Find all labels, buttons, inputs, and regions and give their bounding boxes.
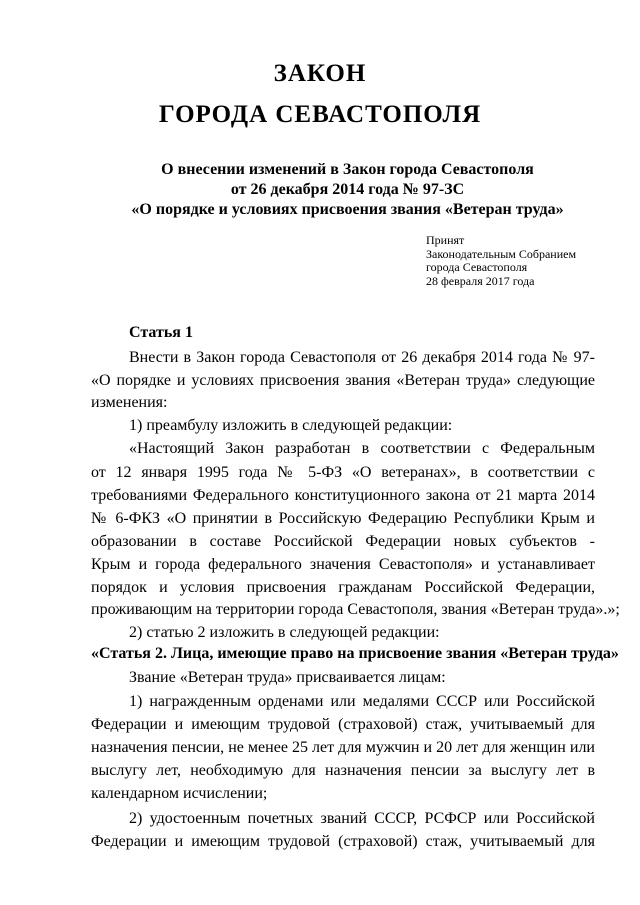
body-line: проживающим на территории города Севастополя, звания «Ветеран труда».»; <box>91 601 620 618</box>
subtitle-line: «О порядке и условиях присвоения звания «Ветеран труда» <box>131 201 564 218</box>
subtitle-line: от 26 декабря 2014 года № 97-ЗС <box>230 181 465 198</box>
adoption-block <box>426 234 576 288</box>
subtitle-line: О внесении изменений в Закон города Севастополя <box>161 161 534 178</box>
article2-heading: «Статья 2. Лица, имеющие право на присвоение звания «Ветеран труда» <box>91 645 619 662</box>
body-line: Звание «Ветеран труда» присваивается лицам: <box>129 669 446 686</box>
body-line: порядок и условия присвоения гражданам Российской Федерации, <box>91 579 595 596</box>
body-line: от 12 января 1995 года № 5-ФЗ «О ветеранах», в соответствии с <box>91 464 595 481</box>
law-city-title: ГОРОДА СЕВАСТОПОЛЯ <box>158 101 482 128</box>
body-line: «О порядке и условиях присвоения звания «Ветеран труда» следующие <box>91 372 595 389</box>
article-heading: Статья 1 <box>129 324 193 341</box>
body-line: 1) преамбулу изложить в следующей редакции: <box>129 417 453 434</box>
body-line: «Настоящий Закон разработан в соответствии с Федеральным <box>129 440 595 457</box>
adoption-line: города Севастополя <box>426 260 528 275</box>
law-subtitle <box>90 160 605 220</box>
body-line: изменения: <box>91 394 168 411</box>
adoption-line: Законодательным Собранием <box>426 246 577 261</box>
body-line: № 6-ФКЗ «О принятии в Российскую Федерацию Республики Крым и <box>91 510 595 527</box>
body-line: назначения пенсии, не менее 25 лет для мужчин и 20 лет для женщин или <box>91 739 595 756</box>
body-line: 1) награжденным орденами или медалями СССР или Российской <box>129 693 595 710</box>
body-line: выслугу лет, необходимую для назначения пенсии за выслугу лет в <box>91 762 595 779</box>
body-line: Внести в Закон города Севастополя от 26 декабря 2014 года № 97- <box>129 349 595 366</box>
body-line: Федерации и имеющим трудовой (страховой) стаж, учитываемый для <box>91 716 595 733</box>
law-title: ЗАКОН <box>273 60 367 87</box>
adoption-line: Принят <box>426 233 465 247</box>
body-line: календарном исчислении; <box>91 785 268 802</box>
body-line: 2) удостоенным почетных званий СССР, РСФСР или Российской <box>129 810 595 827</box>
body-line: 2) статью 2 изложить в следующей редакции: <box>129 624 440 641</box>
body-line: образовании в составе Российской Федерации новых субъектов - <box>91 533 595 550</box>
body-line: требованиями Федерального конституционного закона от 21 марта 2014 <box>91 487 595 504</box>
body-line: Крым и города федерального значения Севастополя» и устанавливает <box>91 556 595 573</box>
body-line: Федерации и имеющим трудовой (страховой) стаж, учитываемый для <box>91 833 595 850</box>
adoption-date: 28 февраля 2017 года <box>426 273 535 288</box>
